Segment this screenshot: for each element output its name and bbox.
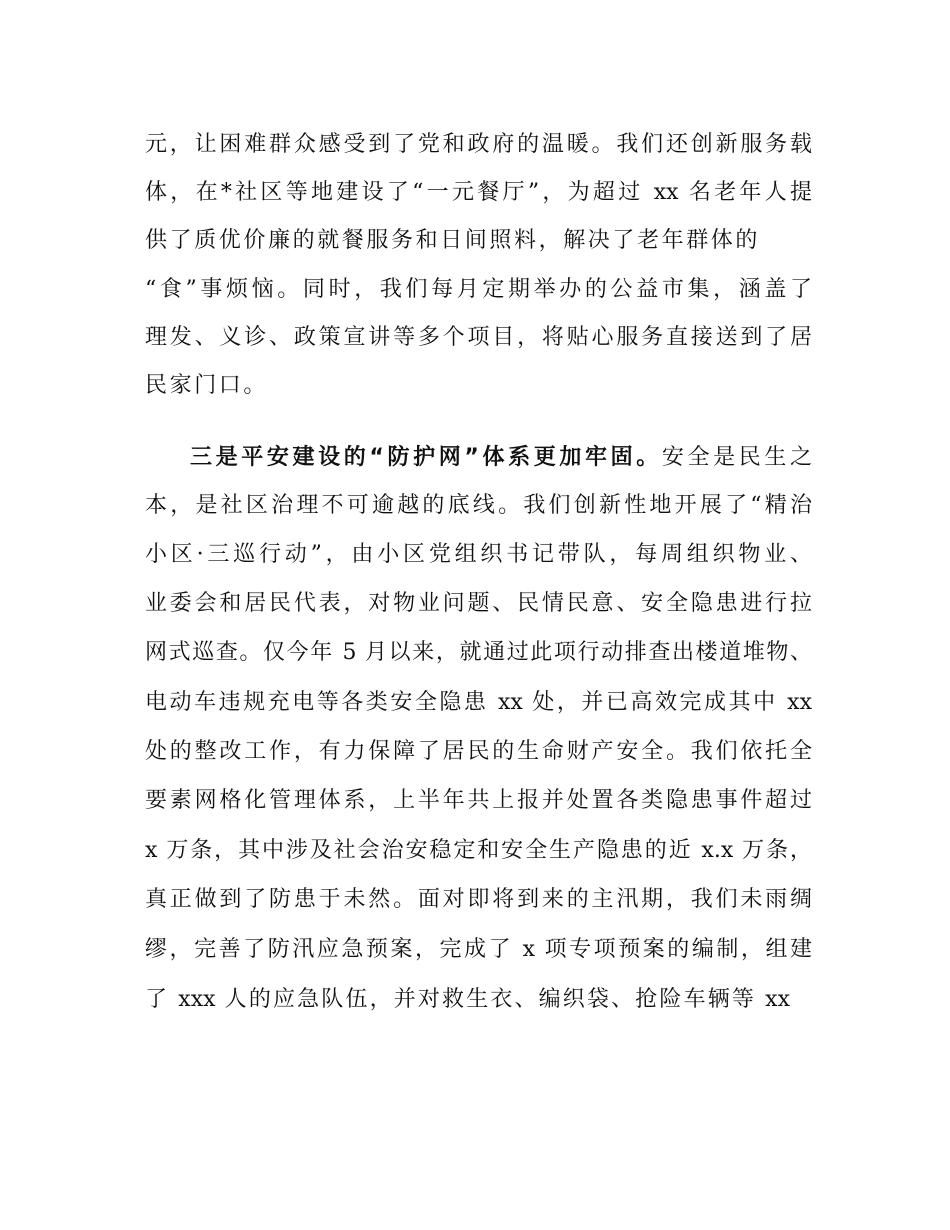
- text-line: 缪，完善了防汛应急预案，完成了 x 项专项预案的编制，组建: [145, 937, 812, 962]
- text-run: 安全是民生之: [661, 445, 812, 470]
- text-line: x 万条，其中涉及社会治安稳定和安全生产隐患的近 x.x 万条，: [145, 838, 812, 863]
- text-line: 网式巡查。仅今年 5 月以来，就通过此项行动排查出楼道堆物、: [145, 640, 812, 665]
- text-line: 民家门口。: [145, 373, 269, 398]
- text-line: 业委会和居民代表，对物业问题、民情民意、安全隐患进行拉: [145, 591, 812, 616]
- paragraph-heading-line: [190, 443, 812, 473]
- text-line: 小区·三巡行动”，由小区党组织书记带队，每周组织物业、: [145, 542, 812, 567]
- text-line: 处的整改工作，有力保障了居民的生命财产安全。我们依托全: [145, 739, 812, 764]
- text-line: “食”事烦恼。同时，我们每月定期举办的公益市集，涵盖了: [145, 277, 812, 302]
- text-line: 体，在*社区等地建设了“一元餐厅”，为超过 xx 名老年人提: [145, 180, 812, 205]
- text-line: 供了质优价廉的就餐服务和日间照料，解决了老年群体的: [145, 228, 761, 253]
- text-line: 真正做到了防患于未然。面对即将到来的主汛期，我们未雨绸: [145, 887, 812, 912]
- text-line: 了 xxx 人的应急队伍，并对救生衣、编织袋、抢险车辆等 xx: [145, 987, 790, 1012]
- section-heading: 三是平安建设的“防护网”体系更加牢固。: [190, 445, 662, 470]
- text-line: 元，让困难群众感受到了党和政府的温暖。我们还创新服务载: [145, 132, 812, 157]
- text-line: 理发、义诊、政策宣讲等多个项目，将贴心服务直接送到了居: [145, 325, 812, 350]
- text-line: 电动车违规充电等各类安全隐患 xx 处，并已高效完成其中 xx: [145, 690, 812, 715]
- text-line: 要素网格化管理体系，上半年共上报并处置各类隐患事件超过: [145, 788, 812, 813]
- text-line: 本，是社区治理不可逾越的底线。我们创新性地开展了“精治: [145, 493, 812, 518]
